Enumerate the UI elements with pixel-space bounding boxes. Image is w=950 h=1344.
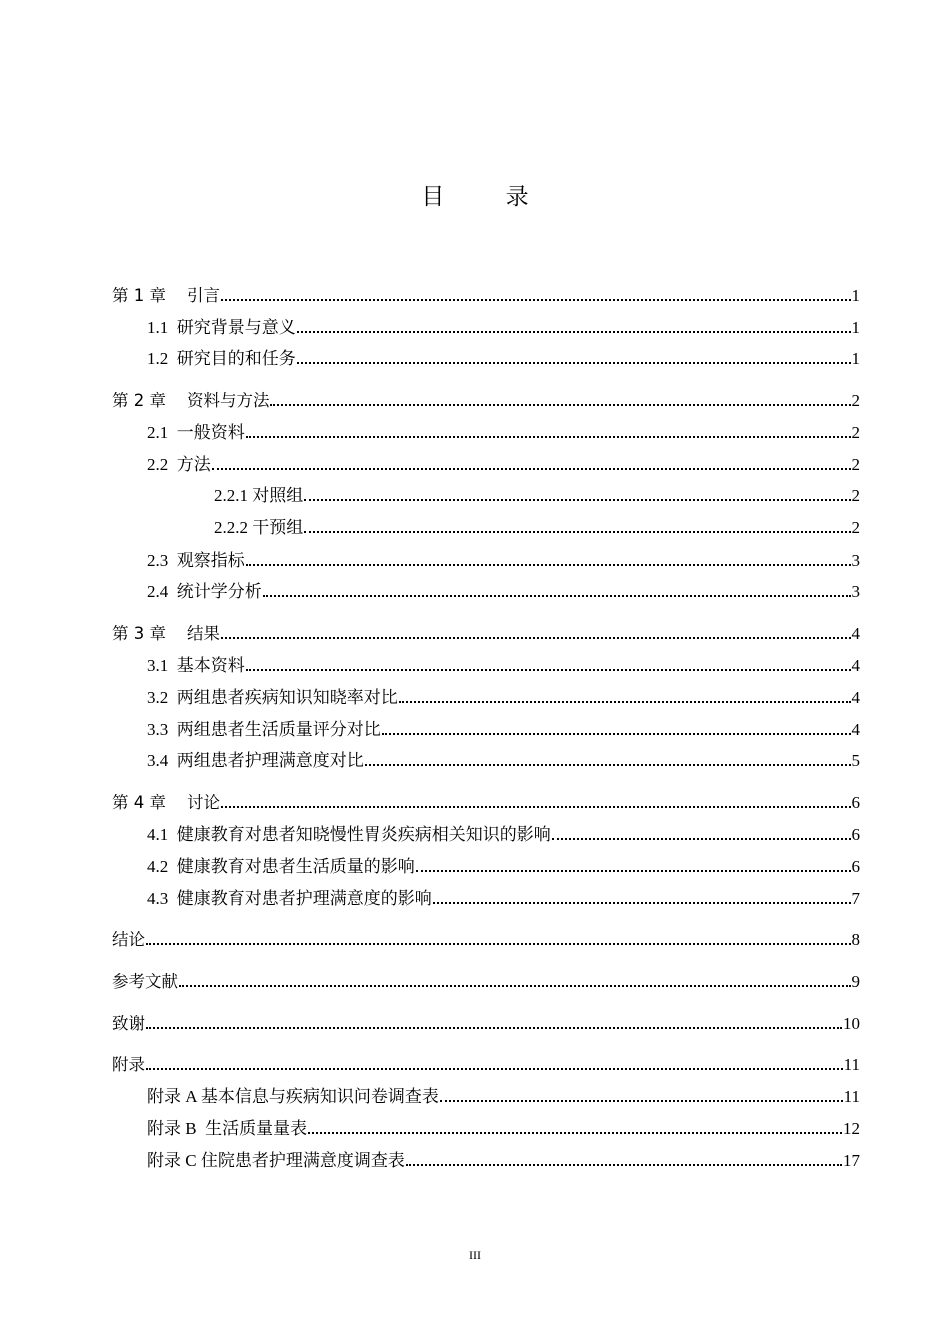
dot-leader <box>297 362 851 364</box>
toc-entry-page: 4 <box>851 624 860 643</box>
toc-entry[interactable] <box>112 1111 860 1139</box>
toc-entry-page: 10 <box>843 1014 860 1033</box>
toc-entry-page: 3 <box>851 551 860 570</box>
dot-leader <box>304 499 850 501</box>
dot-leader <box>297 331 851 333</box>
toc-entry-label: 第 1 章 引言 <box>112 286 220 305</box>
toc-entry-label: 第 2 章 资料与方法 <box>112 391 270 410</box>
page-number: III <box>469 1248 481 1262</box>
toc-entry-page: 9 <box>851 972 860 991</box>
dot-leader <box>221 637 851 639</box>
toc-entry-label: 4.2 健康教育对患者生活质量的影响 <box>147 857 415 876</box>
dot-leader <box>146 1027 842 1029</box>
toc-entry-page: 1 <box>851 349 860 368</box>
dot-leader <box>406 1164 842 1166</box>
dot-leader <box>399 701 851 703</box>
dot-leader <box>179 985 851 987</box>
toc-entry[interactable] <box>112 415 860 443</box>
toc-entry[interactable] <box>112 964 860 992</box>
dot-leader <box>440 1100 843 1102</box>
dot-leader <box>270 404 850 406</box>
toc-entry-label: 1.2 研究目的和任务 <box>147 349 296 368</box>
toc-entry[interactable] <box>112 680 860 708</box>
toc-entry-label: 第 4 章 讨论 <box>112 793 220 812</box>
toc-entry-page: 6 <box>851 793 860 812</box>
toc-entry[interactable] <box>112 616 860 644</box>
toc-entry[interactable] <box>112 543 860 571</box>
toc-entry-page: 3 <box>851 582 860 601</box>
toc-entry-label: 3.4 两组患者护理满意度对比 <box>147 751 364 770</box>
toc-entry-label: 4.3 健康教育对患者护理满意度的影响 <box>147 889 432 908</box>
toc-entry[interactable] <box>112 743 860 771</box>
toc-entry[interactable] <box>112 510 860 538</box>
toc-entry-label: 附录 <box>112 1055 145 1074</box>
toc-entry-label: 附录 C 住院患者护理满意度调查表 <box>147 1151 405 1170</box>
toc-entry-label: 2.4 统计学分析 <box>147 582 262 601</box>
toc-entry[interactable] <box>112 478 860 506</box>
toc-entry-page: 4 <box>851 656 860 675</box>
toc-entry-page: 2 <box>851 518 860 537</box>
dot-leader <box>146 943 851 945</box>
toc-entry-label: 3.2 两组患者疾病知识知晓率对比 <box>147 688 398 707</box>
dot-leader <box>246 669 851 671</box>
toc-entry-page: 17 <box>843 1151 860 1170</box>
toc-entry-page: 6 <box>851 857 860 876</box>
dot-leader <box>304 531 850 533</box>
toc-entry-label: 3.1 基本资料 <box>147 656 245 675</box>
toc-entry[interactable] <box>112 278 860 306</box>
toc-entry-page: 1 <box>851 318 860 337</box>
toc-entry[interactable] <box>112 712 860 740</box>
dot-leader <box>246 436 851 438</box>
dot-leader <box>416 870 851 872</box>
toc-entry-label: 2.3 观察指标 <box>147 551 245 570</box>
toc-entry[interactable] <box>112 922 860 950</box>
toc-entry-page: 7 <box>851 889 860 908</box>
toc-entry-label: 附录 A 基本信息与疾病知识问卷调查表 <box>147 1087 439 1106</box>
title-char-2: 录 <box>505 184 529 210</box>
dot-leader <box>146 1068 843 1070</box>
toc-entry-label: 2.2.2 干预组 <box>214 518 304 537</box>
toc-entry[interactable] <box>112 383 860 411</box>
dot-leader <box>552 838 851 840</box>
toc-entry[interactable] <box>112 574 860 602</box>
dot-leader <box>246 564 851 566</box>
toc-entry-page: 5 <box>851 751 860 770</box>
toc-entry-label: 2.1 一般资料 <box>147 423 245 442</box>
toc-entry-label: 3.3 两组患者生活质量评分对比 <box>147 720 381 739</box>
toc-entry[interactable] <box>112 1047 860 1075</box>
dot-leader <box>212 468 851 470</box>
toc-entry-label: 附录 B 生活质量量表 <box>147 1119 308 1138</box>
toc-entry-page: 2 <box>851 391 860 410</box>
toc-entry-page: 4 <box>851 720 860 739</box>
toc-entry-page: 6 <box>851 825 860 844</box>
toc-entry-page: 1 <box>851 286 860 305</box>
toc-entry[interactable] <box>112 1143 860 1171</box>
toc-entry-page: 4 <box>851 688 860 707</box>
toc-entry[interactable] <box>112 648 860 676</box>
toc-entry-label: 2.2.1 对照组 <box>214 486 304 505</box>
dot-leader <box>221 806 851 808</box>
toc-entry[interactable] <box>112 785 860 813</box>
toc-entry-page: 2 <box>851 455 860 474</box>
toc-entry[interactable] <box>112 849 860 877</box>
toc-entry-page: 11 <box>843 1087 860 1106</box>
dot-leader <box>308 1132 842 1134</box>
title-char-1: 目 <box>421 184 445 210</box>
toc-entry-label: 2.2 方法 <box>147 455 211 474</box>
toc-entry-page: 11 <box>843 1055 860 1074</box>
toc-entry-label: 参考文献 <box>112 972 178 991</box>
toc-entry-page: 12 <box>843 1119 860 1138</box>
dot-leader <box>221 299 851 301</box>
toc-entry[interactable] <box>112 310 860 338</box>
toc-entry-page: 2 <box>851 486 860 505</box>
toc-entry[interactable] <box>112 1006 860 1034</box>
toc-title <box>0 178 950 211</box>
toc-entry-page: 2 <box>851 423 860 442</box>
toc-entry-label: 4.1 健康教育对患者知晓慢性胃炎疾病相关知识的影响 <box>147 825 551 844</box>
toc-entry-page: 8 <box>851 930 860 949</box>
toc-entry-label: 结论 <box>112 930 145 949</box>
toc-entry[interactable] <box>112 1079 860 1107</box>
toc-entry-label: 1.1 研究背景与意义 <box>147 318 296 337</box>
dot-leader <box>263 595 851 597</box>
dot-leader <box>365 764 851 766</box>
toc-entry[interactable] <box>112 447 860 475</box>
toc-entry-label: 致谢 <box>112 1014 145 1033</box>
dot-leader <box>382 733 851 735</box>
dot-leader <box>433 902 851 904</box>
toc-entry[interactable] <box>112 881 860 909</box>
toc-entry-label: 第 3 章 结果 <box>112 624 220 643</box>
toc-entry[interactable] <box>112 817 860 845</box>
toc-entry[interactable] <box>112 341 860 369</box>
